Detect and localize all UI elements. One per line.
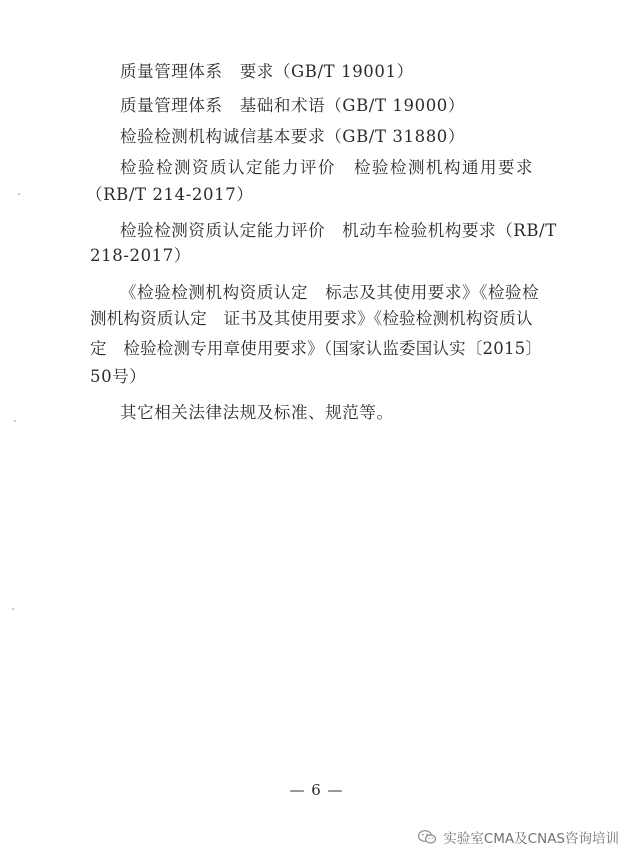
reference-gb-t-19000: 质量管理体系 基础和术语（GB/T 19000）	[120, 96, 466, 115]
reference-rb-t-214-line2: （RB/T 214-2017）	[86, 185, 254, 204]
scan-speck	[18, 193, 20, 195]
reference-rb-t-218-line2: 218-2017）	[90, 246, 191, 265]
reference-gb-t-31880: 检验检测机构诚信基本要求（GB/T 31880）	[120, 127, 466, 146]
reference-notice-line3: 定 检验检测专用章使用要求》（国家认监委国认实〔2015〕	[90, 339, 543, 358]
reference-notice-line4: 50号）	[90, 367, 147, 386]
page-number: — 6 —	[289, 781, 344, 799]
reference-rb-t-218-line1: 检验检测资质认定能力评价 机动车检验机构要求（RB/T	[120, 221, 557, 240]
wechat-icon	[417, 829, 437, 845]
wechat-watermark	[417, 826, 619, 848]
reference-rb-t-214-line1: 检验检测资质认定能力评价 检验检测机构通用要求	[120, 158, 534, 177]
reference-notice-line1: 《检验检测机构资质认定 标志及其使用要求》《检验检	[120, 283, 540, 302]
reference-gb-t-19001: 质量管理体系 要求（GB/T 19001）	[120, 62, 414, 81]
reference-notice-line2: 测机构资质认定 证书及其使用要求》《检验检测机构资质认	[90, 309, 533, 328]
scan-speck	[14, 420, 16, 422]
scan-speck	[12, 608, 14, 610]
other-regulations: 其它相关法律法规及标准、规范等。	[120, 403, 394, 422]
watermark-text: 实验室CMA及CNAS咨询培训	[443, 831, 619, 847]
